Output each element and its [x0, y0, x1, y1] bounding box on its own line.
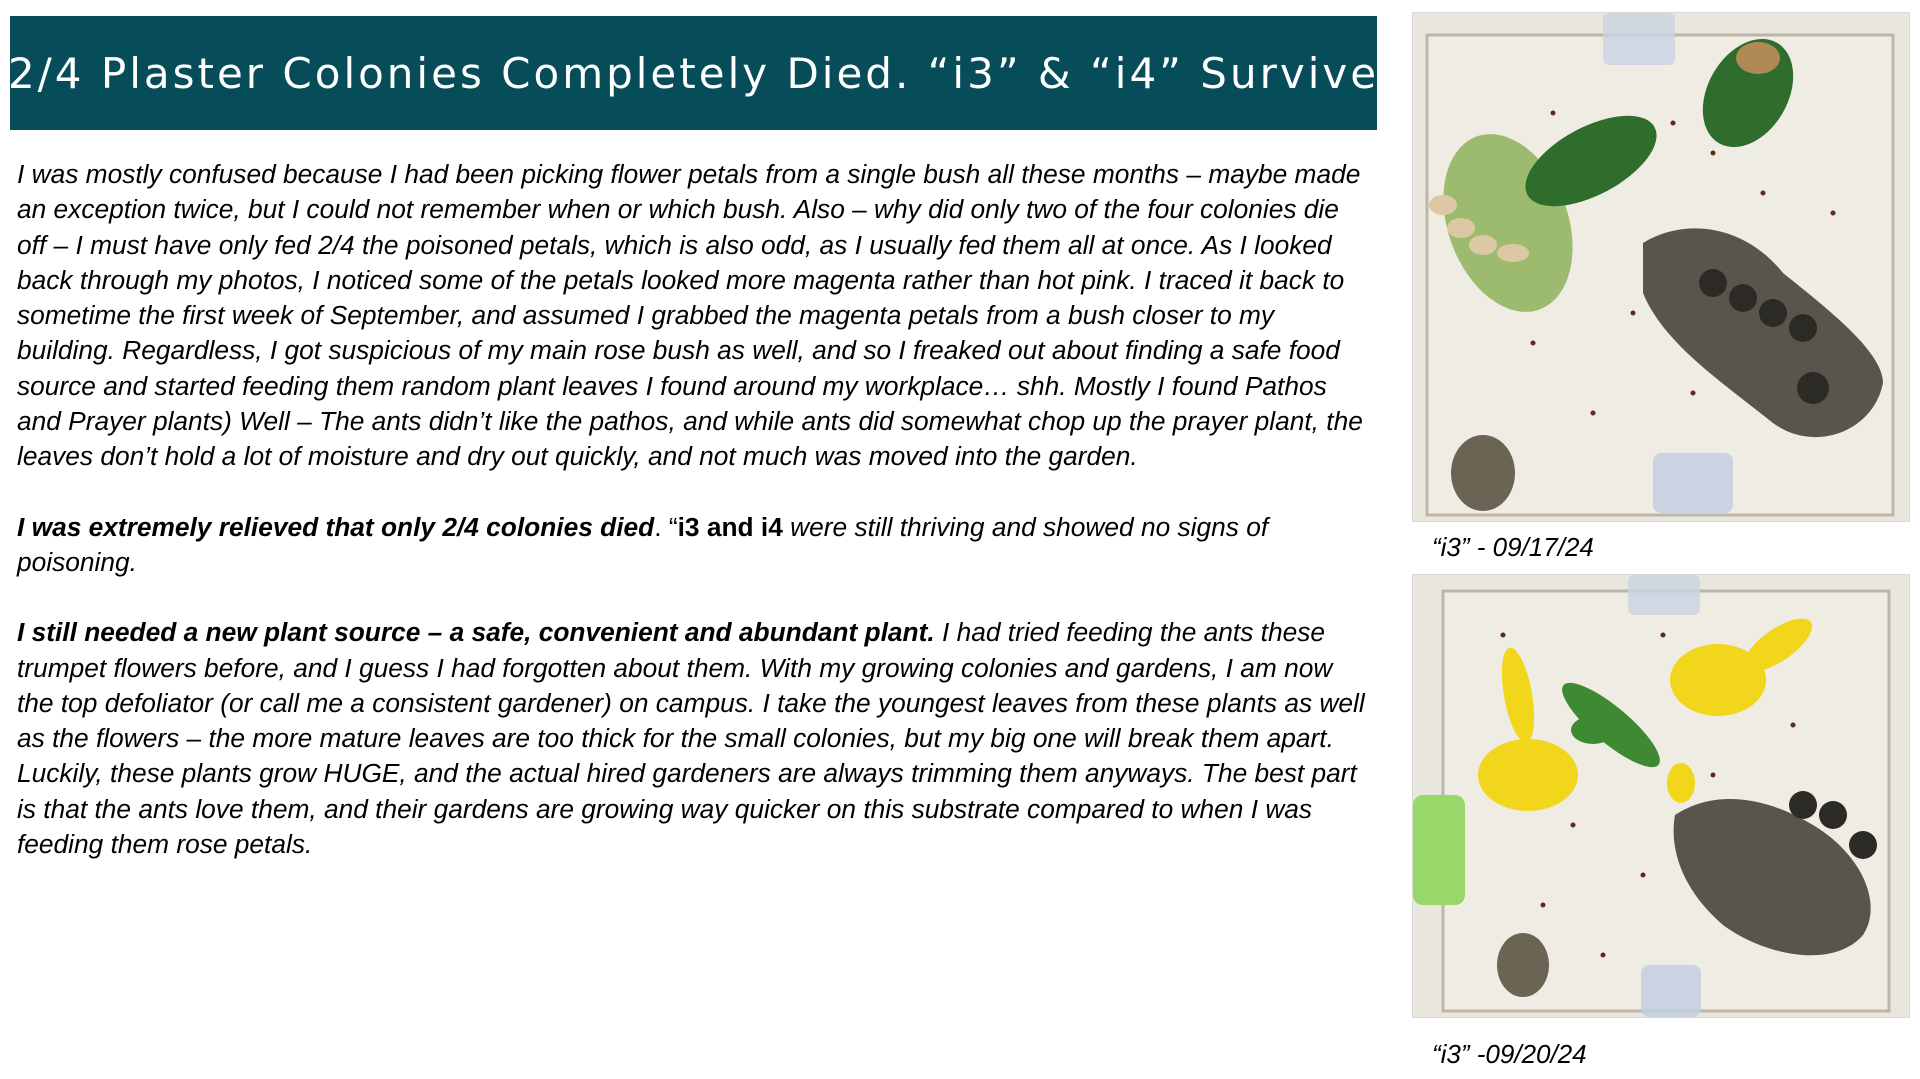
paragraph-2-rest: were still thriving and showed no signs of poisoning.: [17, 511, 1269, 577]
photo-caption-2: “i3” -09/20/24: [1432, 1039, 1587, 1069]
paragraph-2: [17, 510, 1372, 581]
paragraph-2-bold: I was extremely relieved that only 2/4 colonies died: [17, 511, 655, 542]
ant-enclosure-image: [1413, 13, 1909, 521]
paragraph-2-punct: . “: [654, 511, 678, 542]
photo-caption-1: “i3” - 09/17/24: [1432, 532, 1594, 562]
paragraph-1: I was mostly confused because I had been picking flower petals from a single bush all these months – maybe made an exception twice, but I could not remember when or which bush. Also – why did only two of the four colonies die off – I must have only fed 2/4 the poisoned petals, which is also odd, as I usually fed them all at once. As I looked back through my photos, I noticed some of the petals looked more magenta rather than hot pink. I traced it back to sometime the first week of September, and assumed I grabbed the magenta petals from a bush closer to my building. Regardless, I got suspicious of my main rose bush as well, and so I freaked out about finding a safe food source and started feeding them random plant leaves I found around my workplace… shh. Mostly I found Pathos and Prayer plants) Well – The ants didn’t like the pathos, and while ants did somewhat chop up the prayer plant, the leaves don’t hold a lot of moisture and dry out quickly, and not much was moved into the garden.: [17, 159, 1363, 472]
page-title: 2/4 Plaster Colonies Completely Died. “i3” & “i4” Survive: [7, 48, 1380, 98]
title-banner: [7, 16, 1380, 130]
paragraph-2-colonies: i3 and i4: [677, 511, 783, 542]
paragraph-3: [17, 615, 1372, 862]
paragraph-3-rest: I had tried feeding the ants these trumpet flowers before, and I guess I had forgotten about them. With my growing colonies and gardens, I am now the top defoliator (or call me a consistent gardener) on campus. I take the youngest leaves from these plants as well as the flowers – the more mature leaves are too thick for the small colonies, but my big one will break them apart. Luckily, these plants grow HUGE, and the actual hired gardeners are always trimming them anyways. The best part is that the ants love them, and their gardens are growing way quicker on this substrate compared to when I was feeding them rose petals.: [17, 617, 1365, 860]
paragraph-3-bold: I still needed a new plant source – a safe, convenient and abundant plant.: [17, 617, 935, 648]
ant-enclosure-flowers-image: [1413, 575, 1909, 1017]
colony-photo-0920: [1412, 574, 1910, 1018]
colony-photo-0917: [1412, 12, 1910, 522]
body-text: [17, 157, 1372, 897]
